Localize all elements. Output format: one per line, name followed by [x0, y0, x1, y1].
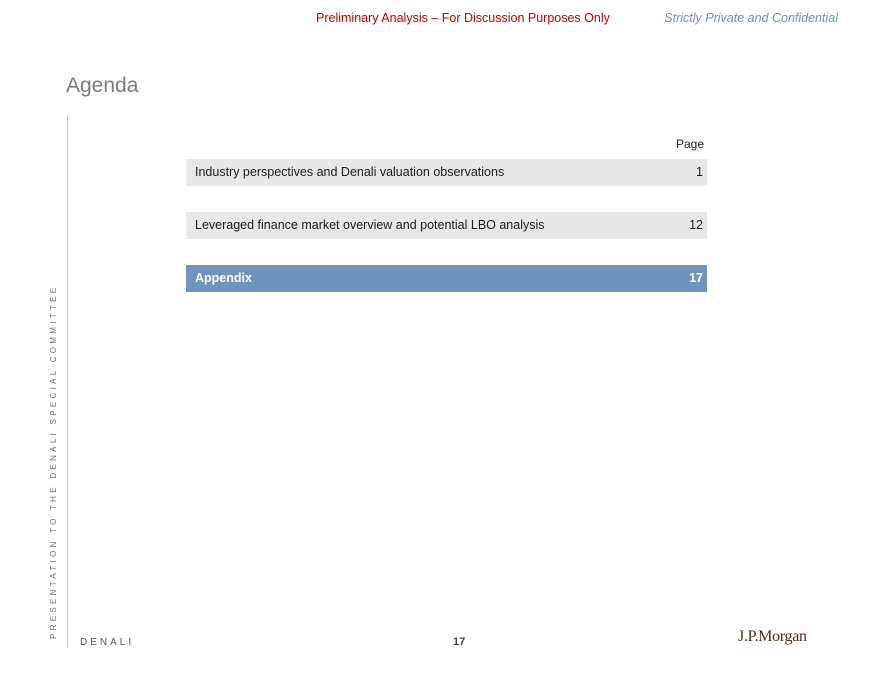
agenda-row-label: Industry perspectives and Denali valuation observations	[195, 165, 505, 179]
footer-page-number: 17	[453, 636, 466, 648]
side-label-container	[49, 284, 63, 648]
agenda-row-leveraged-finance[interactable]	[186, 212, 707, 239]
page-title: Agenda	[66, 74, 139, 97]
agenda-row-appendix[interactable]	[186, 265, 707, 292]
agenda-row-page: 1	[696, 165, 703, 179]
agenda-row-label: Leveraged finance market overview and potential LBO analysis	[195, 218, 545, 232]
agenda-row-page: 12	[689, 218, 703, 232]
agenda-row-label: Appendix	[195, 271, 252, 285]
footer-project-name: DENALI	[80, 637, 135, 648]
side-label: PRESENTATION TO THE DENALI SPECIAL COMMITTEE	[49, 284, 58, 639]
page-column-header: Page	[675, 137, 704, 151]
confidentiality-header: Strictly Private and Confidential	[664, 11, 838, 25]
agenda-row-page: 17	[689, 271, 703, 285]
jpmorgan-logo: J.P.Morgan	[738, 628, 807, 645]
disclaimer-header: Preliminary Analysis – For Discussion Purposes Only	[316, 11, 610, 25]
vertical-divider	[67, 115, 68, 648]
agenda-row-industry-perspectives[interactable]	[186, 159, 707, 186]
